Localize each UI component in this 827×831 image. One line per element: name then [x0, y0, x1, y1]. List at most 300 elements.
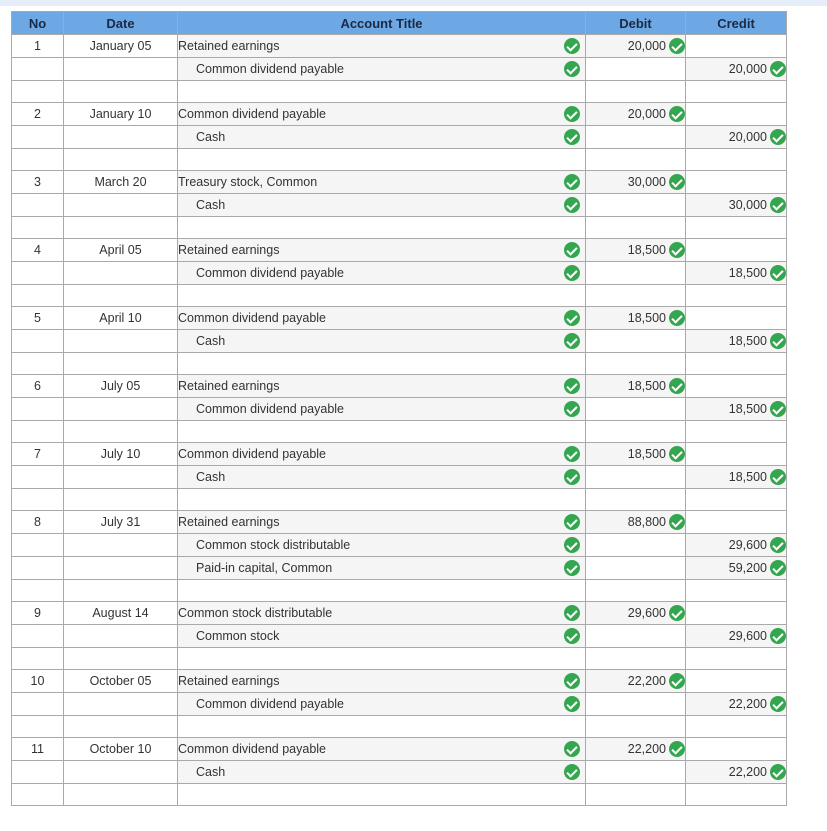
empty-date-cell: [64, 648, 178, 670]
account-title-text: Paid-in capital, Common: [196, 561, 333, 575]
entry-number: [12, 330, 64, 353]
checkmark-circle-icon: [669, 174, 685, 190]
account-title-text: Retained earnings: [178, 39, 280, 53]
credit-field[interactable]: [686, 761, 787, 784]
empty-account-field[interactable]: [178, 149, 586, 171]
entry-date: July 05: [64, 375, 178, 398]
checkmark-circle-icon: [564, 333, 580, 349]
checkmark-circle-icon: [564, 514, 580, 530]
credit-field[interactable]: [686, 443, 787, 466]
checkmark-circle-icon: [564, 129, 580, 145]
checkmark-circle-icon: [564, 378, 580, 394]
empty-row: [12, 149, 787, 171]
credit-amount: 18,500: [728, 266, 767, 280]
credit-field[interactable]: [686, 375, 787, 398]
entry-date: October 10: [64, 738, 178, 761]
empty-debit-field[interactable]: [586, 421, 686, 443]
empty-no-cell: [12, 353, 64, 375]
credit-field[interactable]: [686, 262, 787, 285]
empty-debit-field[interactable]: [586, 716, 686, 738]
empty-debit-field[interactable]: [586, 285, 686, 307]
empty-account-field[interactable]: [178, 784, 586, 806]
credit-amount: 18,500: [728, 470, 767, 484]
empty-account-field[interactable]: [178, 81, 586, 103]
table-row: [12, 35, 787, 58]
account-title-text: Common dividend payable: [196, 266, 345, 280]
account-title-text: Common dividend payable: [196, 62, 345, 76]
empty-debit-field[interactable]: [586, 648, 686, 670]
table-row: [12, 239, 787, 262]
debit-amount: 88,800: [627, 515, 666, 529]
account-title-text: Common dividend payable: [196, 697, 345, 711]
empty-no-cell: [12, 784, 64, 806]
debit-amount: 30,000: [627, 175, 666, 189]
empty-credit-field[interactable]: [686, 716, 787, 738]
debit-field[interactable]: [586, 103, 686, 126]
checkmark-circle-icon: [564, 197, 580, 213]
table-row: [12, 534, 787, 557]
entry-number: [12, 557, 64, 580]
header-debit: Debit: [586, 12, 686, 35]
debit-amount: 22,200: [627, 674, 666, 688]
empty-credit-field[interactable]: [686, 81, 787, 103]
empty-account-field[interactable]: [178, 217, 586, 239]
empty-row: [12, 716, 787, 738]
table-row: [12, 466, 787, 489]
empty-debit-field[interactable]: [586, 489, 686, 511]
empty-credit-field[interactable]: [686, 285, 787, 307]
empty-row: [12, 81, 787, 103]
credit-field[interactable]: [686, 398, 787, 421]
credit-field[interactable]: [686, 511, 787, 534]
account-title-text: Common stock: [196, 629, 280, 643]
debit-field[interactable]: [586, 35, 686, 58]
checkmark-circle-icon: [770, 265, 786, 281]
empty-date-cell: [64, 217, 178, 239]
empty-credit-field[interactable]: [686, 580, 787, 602]
empty-no-cell: [12, 149, 64, 171]
empty-credit-field[interactable]: [686, 784, 787, 806]
credit-amount: 22,200: [728, 697, 767, 711]
entry-number: 1: [12, 35, 64, 58]
entry-number: [12, 262, 64, 285]
empty-account-field[interactable]: [178, 648, 586, 670]
account-title-text: Common dividend payable: [178, 311, 327, 325]
checkmark-circle-icon: [564, 560, 580, 576]
checkmark-circle-icon: [564, 605, 580, 621]
checkmark-circle-icon: [669, 605, 685, 621]
checkmark-circle-icon: [770, 469, 786, 485]
empty-debit-field[interactable]: [586, 580, 686, 602]
empty-credit-field[interactable]: [686, 489, 787, 511]
checkmark-circle-icon: [669, 378, 685, 394]
debit-field[interactable]: [586, 557, 686, 580]
checkmark-circle-icon: [564, 628, 580, 644]
account-title-field[interactable]: [178, 466, 586, 489]
debit-field[interactable]: [586, 466, 686, 489]
empty-date-cell: [64, 285, 178, 307]
empty-row: [12, 784, 787, 806]
entry-date: [64, 557, 178, 580]
debit-field[interactable]: [586, 307, 686, 330]
entry-number: 3: [12, 171, 64, 194]
account-title-text: Treasury stock, Common: [178, 175, 318, 189]
header-date: Date: [64, 12, 178, 35]
debit-field[interactable]: [586, 761, 686, 784]
table-row: [12, 443, 787, 466]
entry-date: August 14: [64, 602, 178, 625]
empty-no-cell: [12, 580, 64, 602]
table-row: [12, 693, 787, 716]
checkmark-circle-icon: [564, 469, 580, 485]
debit-field[interactable]: [586, 602, 686, 625]
account-title-field[interactable]: [178, 35, 586, 58]
table-row: [12, 58, 787, 81]
credit-field[interactable]: [686, 171, 787, 194]
empty-row: [12, 421, 787, 443]
credit-field[interactable]: [686, 239, 787, 262]
table-row: [12, 511, 787, 534]
checkmark-circle-icon: [770, 696, 786, 712]
header-row: [12, 12, 787, 35]
table-row: [12, 761, 787, 784]
account-title-field[interactable]: [178, 398, 586, 421]
entry-date: July 10: [64, 443, 178, 466]
checkmark-circle-icon: [770, 197, 786, 213]
account-title-text: Cash: [196, 198, 226, 212]
entry-number: 11: [12, 738, 64, 761]
table-row: [12, 625, 787, 648]
account-title-field[interactable]: [178, 670, 586, 693]
credit-field[interactable]: [686, 534, 787, 557]
debit-field[interactable]: [586, 126, 686, 149]
entry-date: [64, 398, 178, 421]
entry-date: [64, 625, 178, 648]
empty-date-cell: [64, 580, 178, 602]
entry-date: [64, 693, 178, 716]
empty-row: [12, 580, 787, 602]
entry-date: [64, 761, 178, 784]
empty-row: [12, 648, 787, 670]
entry-number: 10: [12, 670, 64, 693]
empty-no-cell: [12, 217, 64, 239]
account-title-text: Retained earnings: [178, 379, 280, 393]
empty-no-cell: [12, 489, 64, 511]
debit-field[interactable]: [586, 171, 686, 194]
credit-field[interactable]: [686, 693, 787, 716]
account-title-text: Retained earnings: [178, 674, 280, 688]
credit-amount: 29,600: [728, 538, 767, 552]
credit-field[interactable]: [686, 557, 787, 580]
header-credit: Credit: [686, 12, 787, 35]
empty-credit-field[interactable]: [686, 421, 787, 443]
debit-amount: 20,000: [627, 39, 666, 53]
debit-field[interactable]: [586, 239, 686, 262]
checkmark-circle-icon: [770, 401, 786, 417]
account-title-field[interactable]: [178, 375, 586, 398]
credit-amount: 20,000: [728, 62, 767, 76]
checkmark-circle-icon: [564, 106, 580, 122]
credit-field[interactable]: [686, 466, 787, 489]
entry-date: [64, 330, 178, 353]
empty-date-cell: [64, 353, 178, 375]
checkmark-circle-icon: [669, 446, 685, 462]
credit-amount: 20,000: [728, 130, 767, 144]
debit-field[interactable]: [586, 693, 686, 716]
account-title-field[interactable]: [178, 239, 586, 262]
account-title-field[interactable]: [178, 602, 586, 625]
credit-amount: 18,500: [728, 402, 767, 416]
empty-debit-field[interactable]: [586, 149, 686, 171]
debit-amount: 18,500: [627, 311, 666, 325]
checkmark-circle-icon: [770, 129, 786, 145]
debit-field[interactable]: [586, 670, 686, 693]
credit-amount: 18,500: [728, 334, 767, 348]
empty-credit-field[interactable]: [686, 648, 787, 670]
empty-row: [12, 353, 787, 375]
debit-field[interactable]: [586, 375, 686, 398]
empty-credit-field[interactable]: [686, 353, 787, 375]
header-account-title: Account Title: [178, 12, 586, 35]
entry-number: [12, 693, 64, 716]
account-title-field[interactable]: [178, 126, 586, 149]
debit-amount: 18,500: [627, 243, 666, 257]
entry-number: 9: [12, 602, 64, 625]
checkmark-circle-icon: [770, 537, 786, 553]
debit-field[interactable]: [586, 443, 686, 466]
table-row: [12, 670, 787, 693]
credit-field[interactable]: [686, 103, 787, 126]
empty-no-cell: [12, 285, 64, 307]
empty-date-cell: [64, 784, 178, 806]
empty-debit-field[interactable]: [586, 217, 686, 239]
entry-date: [64, 58, 178, 81]
entry-date: [64, 466, 178, 489]
empty-row: [12, 217, 787, 239]
entry-date: [64, 194, 178, 217]
account-title-field[interactable]: [178, 262, 586, 285]
journal-entry-table: [11, 11, 787, 806]
debit-field[interactable]: [586, 262, 686, 285]
account-title-text: Cash: [196, 130, 226, 144]
entry-number: [12, 534, 64, 557]
entry-date: January 05: [64, 35, 178, 58]
entry-number: [12, 761, 64, 784]
credit-field[interactable]: [686, 625, 787, 648]
empty-account-field[interactable]: [178, 285, 586, 307]
account-title-field[interactable]: [178, 194, 586, 217]
checkmark-circle-icon: [669, 310, 685, 326]
checkmark-circle-icon: [669, 106, 685, 122]
checkmark-circle-icon: [669, 514, 685, 530]
checkmark-circle-icon: [564, 764, 580, 780]
empty-date-cell: [64, 489, 178, 511]
entry-number: 5: [12, 307, 64, 330]
entry-number: 7: [12, 443, 64, 466]
checkmark-circle-icon: [564, 265, 580, 281]
account-title-field[interactable]: [178, 58, 586, 81]
debit-field[interactable]: [586, 625, 686, 648]
table-row: [12, 398, 787, 421]
checkmark-circle-icon: [770, 333, 786, 349]
empty-debit-field[interactable]: [586, 81, 686, 103]
account-title-field[interactable]: [178, 557, 586, 580]
entry-date: January 10: [64, 103, 178, 126]
debit-amount: 18,500: [627, 447, 666, 461]
entry-number: [12, 194, 64, 217]
checkmark-circle-icon: [564, 446, 580, 462]
checkmark-circle-icon: [770, 764, 786, 780]
credit-field[interactable]: [686, 58, 787, 81]
credit-amount: 30,000: [728, 198, 767, 212]
debit-amount: 20,000: [627, 107, 666, 121]
checkmark-circle-icon: [564, 310, 580, 326]
account-title-text: Common stock distributable: [196, 538, 351, 552]
checkmark-circle-icon: [564, 537, 580, 553]
account-title-field[interactable]: [178, 625, 586, 648]
credit-amount: 29,600: [728, 629, 767, 643]
credit-field[interactable]: [686, 126, 787, 149]
account-title-field[interactable]: [178, 330, 586, 353]
entry-number: 6: [12, 375, 64, 398]
checkmark-circle-icon: [669, 673, 685, 689]
empty-date-cell: [64, 421, 178, 443]
entry-date: April 10: [64, 307, 178, 330]
debit-field[interactable]: [586, 194, 686, 217]
checkmark-circle-icon: [564, 242, 580, 258]
account-title-text: Common dividend payable: [178, 107, 327, 121]
checkmark-circle-icon: [564, 401, 580, 417]
credit-field[interactable]: [686, 307, 787, 330]
empty-no-cell: [12, 421, 64, 443]
table-row: [12, 602, 787, 625]
header-no: No: [12, 12, 64, 35]
account-title-field[interactable]: [178, 171, 586, 194]
entry-number: [12, 58, 64, 81]
debit-field[interactable]: [586, 511, 686, 534]
table-row: [12, 194, 787, 217]
checkmark-circle-icon: [770, 560, 786, 576]
empty-account-field[interactable]: [178, 580, 586, 602]
account-title-field[interactable]: [178, 103, 586, 126]
empty-account-field[interactable]: [178, 421, 586, 443]
credit-field[interactable]: [686, 670, 787, 693]
table-row: [12, 307, 787, 330]
entry-number: [12, 466, 64, 489]
table-row: [12, 171, 787, 194]
empty-account-field[interactable]: [178, 353, 586, 375]
account-title-text: Retained earnings: [178, 243, 280, 257]
credit-field[interactable]: [686, 194, 787, 217]
table-row: [12, 126, 787, 149]
account-title-field[interactable]: [178, 761, 586, 784]
checkmark-circle-icon: [564, 38, 580, 54]
entry-date: [64, 262, 178, 285]
empty-account-field[interactable]: [178, 716, 586, 738]
top-strip: [0, 0, 827, 6]
entry-date: [64, 126, 178, 149]
empty-date-cell: [64, 716, 178, 738]
table-row: [12, 557, 787, 580]
empty-no-cell: [12, 648, 64, 670]
entry-date: October 05: [64, 670, 178, 693]
entry-number: [12, 398, 64, 421]
empty-no-cell: [12, 716, 64, 738]
empty-debit-field[interactable]: [586, 784, 686, 806]
account-title-field[interactable]: [178, 307, 586, 330]
empty-row: [12, 285, 787, 307]
table-row: [12, 375, 787, 398]
empty-credit-field[interactable]: [686, 149, 787, 171]
checkmark-circle-icon: [564, 61, 580, 77]
table-row: [12, 103, 787, 126]
account-title-field[interactable]: [178, 738, 586, 761]
entry-number: 4: [12, 239, 64, 262]
empty-row: [12, 489, 787, 511]
account-title-field[interactable]: [178, 443, 586, 466]
account-title-text: Common stock distributable: [178, 606, 333, 620]
credit-field[interactable]: [686, 738, 787, 761]
debit-field[interactable]: [586, 58, 686, 81]
credit-field[interactable]: [686, 35, 787, 58]
credit-field[interactable]: [686, 330, 787, 353]
table-row: [12, 738, 787, 761]
account-title-text: Common dividend payable: [178, 447, 327, 461]
empty-no-cell: [12, 81, 64, 103]
entry-date: April 05: [64, 239, 178, 262]
empty-date-cell: [64, 149, 178, 171]
checkmark-circle-icon: [669, 242, 685, 258]
account-title-field[interactable]: [178, 511, 586, 534]
table-row: [12, 330, 787, 353]
account-title-text: Common dividend payable: [178, 742, 327, 756]
entry-date: [64, 534, 178, 557]
debit-amount: 22,200: [627, 742, 666, 756]
account-title-text: Cash: [196, 765, 226, 779]
checkmark-circle-icon: [564, 741, 580, 757]
debit-amount: 29,600: [627, 606, 666, 620]
checkmark-circle-icon: [770, 628, 786, 644]
debit-amount: 18,500: [627, 379, 666, 393]
entry-date: March 20: [64, 171, 178, 194]
debit-field[interactable]: [586, 738, 686, 761]
entry-number: [12, 126, 64, 149]
checkmark-circle-icon: [564, 673, 580, 689]
table-row: [12, 262, 787, 285]
account-title-text: Cash: [196, 470, 226, 484]
account-title-text: Retained earnings: [178, 515, 280, 529]
debit-field[interactable]: [586, 534, 686, 557]
checkmark-circle-icon: [669, 741, 685, 757]
account-title-field[interactable]: [178, 534, 586, 557]
empty-date-cell: [64, 81, 178, 103]
credit-amount: 59,200: [728, 561, 767, 575]
credit-field[interactable]: [686, 602, 787, 625]
empty-account-field[interactable]: [178, 489, 586, 511]
checkmark-circle-icon: [770, 61, 786, 77]
debit-field[interactable]: [586, 330, 686, 353]
checkmark-circle-icon: [669, 38, 685, 54]
empty-credit-field[interactable]: [686, 217, 787, 239]
entry-number: 8: [12, 511, 64, 534]
entry-date: July 31: [64, 511, 178, 534]
journal-body: [12, 35, 787, 806]
account-title-field[interactable]: [178, 693, 586, 716]
entry-number: [12, 625, 64, 648]
empty-debit-field[interactable]: [586, 353, 686, 375]
checkmark-circle-icon: [564, 174, 580, 190]
debit-field[interactable]: [586, 398, 686, 421]
